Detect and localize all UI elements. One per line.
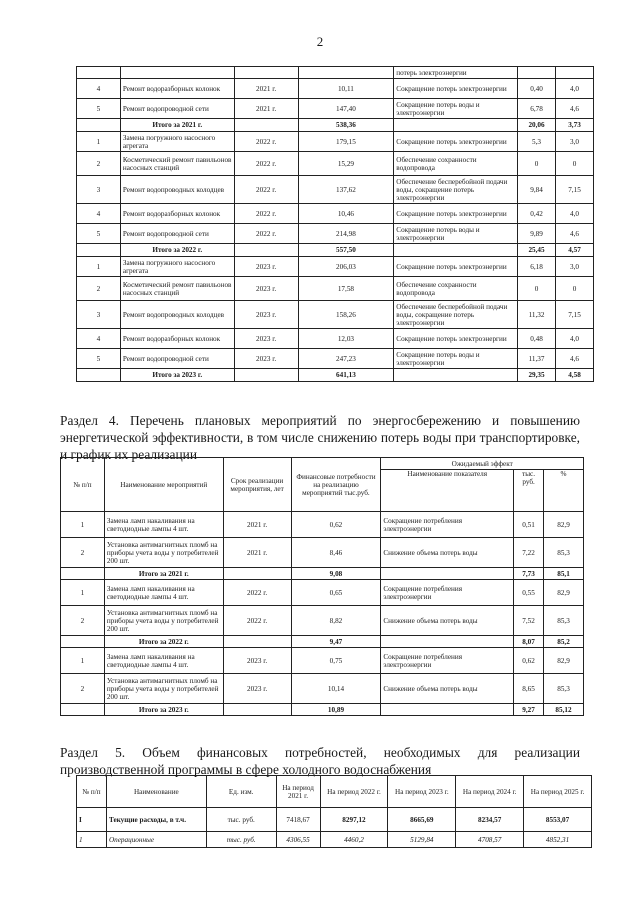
row-cost xyxy=(298,67,394,79)
row-pct: 3,73 xyxy=(556,119,594,132)
row-indicator xyxy=(381,636,514,648)
row-cost: 147,40 xyxy=(298,99,394,119)
row-name: Ремонт водоразборных колонок xyxy=(120,79,234,99)
row-period: 2023 г. xyxy=(234,349,298,369)
row-num: 4 xyxy=(77,79,121,99)
row-rub: 9,84 xyxy=(518,176,556,204)
row-indicator xyxy=(394,244,518,257)
row-cost: 206,03 xyxy=(298,257,394,277)
row-name: Текущие расходы, в т.ч. xyxy=(106,808,206,832)
page-number: 2 xyxy=(316,34,324,49)
row-indicator: Обеспечение сохранности водопровода xyxy=(394,152,518,176)
row-cost: 0,62 xyxy=(291,512,381,538)
row-num xyxy=(77,244,121,257)
row-name: Замена ламп накаливания на светодиодные лампы 4 шт. xyxy=(104,512,223,538)
row-pct: 4,6 xyxy=(556,224,594,244)
col-2023: На период 2023 г. xyxy=(388,776,456,808)
row-pct xyxy=(556,67,594,79)
row-cost: 0,75 xyxy=(291,648,381,674)
row-indicator: потерь электроэнергии xyxy=(394,67,518,79)
table-row xyxy=(77,808,592,832)
row-rub: 0,40 xyxy=(518,79,556,99)
row-rub: 8,07 xyxy=(514,636,544,648)
row-cost: 15,29 xyxy=(298,152,394,176)
row-unit: тыс. руб. xyxy=(206,808,276,832)
table-row xyxy=(77,152,594,176)
row-name xyxy=(120,67,234,79)
row-name: Итого за 2021 г. xyxy=(104,568,223,580)
row-indicator xyxy=(381,704,514,716)
cell-2024: 4708,57 xyxy=(456,832,524,848)
row-num: 5 xyxy=(77,224,121,244)
row-name: Ремонт водоразборных колонок xyxy=(120,204,234,224)
row-rub: 29,35 xyxy=(518,369,556,382)
row-rub: 0,51 xyxy=(514,512,544,538)
col-finance: Финансовые потребности на реализацию мероприятий тыс.руб. xyxy=(291,458,381,512)
row-name: Косметический ремонт павильонов насосных станций xyxy=(120,277,234,301)
row-name: Установка антимагнитных пломб на приборы учета воды у потребителей 200 шт. xyxy=(104,606,223,636)
row-rub: 0 xyxy=(518,152,556,176)
table-row xyxy=(77,832,592,848)
row-indicator: Сокращение потерь электроэнергии xyxy=(394,257,518,277)
row-rub: 0,55 xyxy=(514,580,544,606)
col-2025: На период 2025 г. xyxy=(524,776,592,808)
col-indicator: Наименование показателя xyxy=(381,470,514,512)
row-cost: 247,23 xyxy=(298,349,394,369)
row-cost: 10,11 xyxy=(298,79,394,99)
row-indicator: Сокращение потребления электроэнергии xyxy=(381,512,514,538)
row-cost: 641,13 xyxy=(298,369,394,382)
row-name: Ремонт водопроводной сети xyxy=(120,224,234,244)
row-num xyxy=(77,119,121,132)
row-indicator: Обеспечение бесперебойной подачи воды, сокращение потерь электроэнергии xyxy=(394,176,518,204)
row-cost: 10,14 xyxy=(291,674,381,704)
row-cost: 8,46 xyxy=(291,538,381,568)
col-unit: Ед. изм. xyxy=(206,776,276,808)
table-row xyxy=(77,132,594,152)
row-period xyxy=(234,119,298,132)
row-name: Операционные xyxy=(106,832,206,848)
table-row xyxy=(77,277,594,301)
row-cost: 10,89 xyxy=(291,704,381,716)
row-num: 2 xyxy=(77,277,121,301)
col-num: № п/п xyxy=(61,458,105,512)
row-name: Ремонт водоразборных колонок xyxy=(120,329,234,349)
row-name: Итого за 2022 г. xyxy=(104,636,223,648)
row-pct: 7,15 xyxy=(556,301,594,329)
row-period: 2022 г. xyxy=(234,152,298,176)
row-pct: 85,12 xyxy=(544,704,584,716)
total-row xyxy=(77,119,594,132)
row-num: 1 xyxy=(77,832,107,848)
row-indicator: Снижение объема потерь воды xyxy=(381,538,514,568)
row-pct: 0 xyxy=(556,152,594,176)
section4-heading: Раздел 4. Перечень плановых мероприятий по энергосбережению и повышению энергетической эффективности, в том числе снижению потерь воды при транспортировке, и график их реализации xyxy=(60,413,580,462)
row-period: 2022 г. xyxy=(234,224,298,244)
row-name: Замена погружного насосного агрегата xyxy=(120,132,234,152)
row-period: 2021 г. xyxy=(234,99,298,119)
row-indicator xyxy=(394,369,518,382)
col-2024: На период 2024 г. xyxy=(456,776,524,808)
cell-2022: 8297,12 xyxy=(320,808,388,832)
section4-energy-saving-table xyxy=(60,457,584,716)
row-num: 2 xyxy=(77,152,121,176)
row-cost: 10,46 xyxy=(298,204,394,224)
row-cost: 214,98 xyxy=(298,224,394,244)
cell-2023: 5129,84 xyxy=(388,832,456,848)
col-pct: % xyxy=(544,470,584,512)
row-num: 4 xyxy=(77,329,121,349)
row-num xyxy=(77,67,121,79)
row-num: 5 xyxy=(77,349,121,369)
row-period: 2022 г. xyxy=(234,204,298,224)
row-rub: 0,62 xyxy=(514,648,544,674)
col-num: № п/п xyxy=(77,776,107,808)
row-num: 2 xyxy=(61,538,105,568)
row-period: 2021 г. xyxy=(234,79,298,99)
row-pct: 4,6 xyxy=(556,99,594,119)
row-num: 2 xyxy=(61,606,105,636)
row-indicator: Сокращение потерь электроэнергии xyxy=(394,329,518,349)
row-cost: 9,08 xyxy=(291,568,381,580)
row-indicator: Снижение объема потерь воды xyxy=(381,674,514,704)
row-indicator xyxy=(381,568,514,580)
total-row xyxy=(77,369,594,382)
row-indicator: Сокращение потребления электроэнергии xyxy=(381,648,514,674)
row-cost: 557,50 xyxy=(298,244,394,257)
table-row xyxy=(77,349,594,369)
row-period: 2023 г. xyxy=(234,301,298,329)
row-period xyxy=(234,67,298,79)
row-indicator: Сокращение потерь воды и электроэнергии xyxy=(394,99,518,119)
row-pct: 82,9 xyxy=(544,580,584,606)
row-pct: 0 xyxy=(556,277,594,301)
col-name: Наименование xyxy=(106,776,206,808)
row-period xyxy=(223,704,291,716)
row-pct: 3,0 xyxy=(556,132,594,152)
row-rub: 9,89 xyxy=(518,224,556,244)
row-num: 1 xyxy=(77,132,121,152)
row-num: 1 xyxy=(77,257,121,277)
col-2022: На период 2022 г. xyxy=(320,776,388,808)
row-indicator xyxy=(394,119,518,132)
section5-heading: Раздел 5. Объем финансовых потребностей, необходимых для реализации производственной программы в сфере холодного водоснабжения xyxy=(60,745,580,777)
row-rub: 20,06 xyxy=(518,119,556,132)
row-period: 2023 г. xyxy=(234,277,298,301)
row-rub: 6,78 xyxy=(518,99,556,119)
section3-measures-table xyxy=(76,66,594,382)
total-row xyxy=(77,244,594,257)
row-name: Ремонт водопроводной сети xyxy=(120,349,234,369)
row-period: 2022 г. xyxy=(223,580,291,606)
row-cost: 538,36 xyxy=(298,119,394,132)
row-cost: 158,26 xyxy=(298,301,394,329)
row-period: 2021 г. xyxy=(223,538,291,568)
table-row xyxy=(77,79,594,99)
cell-2025: 4852,31 xyxy=(524,832,592,848)
row-period: 2023 г. xyxy=(223,674,291,704)
row-name: Ремонт водопроводных колодцев xyxy=(120,301,234,329)
row-cost: 17,58 xyxy=(298,277,394,301)
row-rub: 9,27 xyxy=(514,704,544,716)
table-row xyxy=(77,204,594,224)
table-row xyxy=(61,674,584,704)
row-num: 4 xyxy=(77,204,121,224)
row-num: 1 xyxy=(61,648,105,674)
col-2021: На период 2021 г. xyxy=(276,776,320,808)
table-row xyxy=(77,67,594,79)
row-name: Итого за 2023 г. xyxy=(104,704,223,716)
row-name: Ремонт водопроводных колодцев xyxy=(120,176,234,204)
row-pct: 7,15 xyxy=(556,176,594,204)
row-name: Косметический ремонт павильонов насосных станций xyxy=(120,152,234,176)
row-rub: 11,37 xyxy=(518,349,556,369)
table-row xyxy=(77,99,594,119)
cell-2022: 4460,2 xyxy=(320,832,388,848)
row-num xyxy=(61,568,105,580)
row-pct: 82,9 xyxy=(544,512,584,538)
row-cost: 179,15 xyxy=(298,132,394,152)
table-row xyxy=(61,648,584,674)
row-indicator: Обеспечение бесперебойной подачи воды, сокращение потерь электроэнергии xyxy=(394,301,518,329)
col-expected-effect: Ожидаемый эффект xyxy=(381,458,584,470)
row-cost: 137,62 xyxy=(298,176,394,204)
row-name: Итого за 2023 г. xyxy=(120,369,234,382)
table-row xyxy=(77,329,594,349)
cell-2021: 7418,67 xyxy=(276,808,320,832)
row-pct: 4,0 xyxy=(556,204,594,224)
row-pct: 85,3 xyxy=(544,538,584,568)
table-row xyxy=(61,538,584,568)
section5-financial-needs-table xyxy=(76,775,592,848)
table-row xyxy=(77,224,594,244)
table-row xyxy=(61,512,584,538)
row-period xyxy=(234,244,298,257)
row-cost: 0,65 xyxy=(291,580,381,606)
row-unit: тыс. руб. xyxy=(206,832,276,848)
row-pct: 4,0 xyxy=(556,79,594,99)
row-rub: 5,3 xyxy=(518,132,556,152)
table-row xyxy=(77,301,594,329)
row-rub: 7,22 xyxy=(514,538,544,568)
row-num xyxy=(61,704,105,716)
row-rub xyxy=(518,67,556,79)
row-rub: 0 xyxy=(518,277,556,301)
row-cost: 12,03 xyxy=(298,329,394,349)
row-indicator: Сокращение потерь электроэнергии xyxy=(394,79,518,99)
cell-2025: 8553,07 xyxy=(524,808,592,832)
row-num: 5 xyxy=(77,99,121,119)
row-period xyxy=(223,568,291,580)
row-rub: 7,52 xyxy=(514,606,544,636)
row-indicator: Сокращение потерь электроэнергии xyxy=(394,204,518,224)
row-period xyxy=(234,369,298,382)
row-rub: 25,45 xyxy=(518,244,556,257)
row-period xyxy=(223,636,291,648)
row-period: 2023 г. xyxy=(234,329,298,349)
row-pct: 85,1 xyxy=(544,568,584,580)
row-pct: 82,9 xyxy=(544,648,584,674)
row-name: Установка антимагнитных пломб на приборы учета воды у потребителей 200 шт. xyxy=(104,538,223,568)
row-rub: 7,73 xyxy=(514,568,544,580)
col-measure-name: Наименование мероприятий xyxy=(104,458,223,512)
row-period: 2022 г. xyxy=(234,176,298,204)
row-cost: 8,82 xyxy=(291,606,381,636)
row-num: 1 xyxy=(61,580,105,606)
row-rub: 0,48 xyxy=(518,329,556,349)
row-num xyxy=(61,636,105,648)
table-row xyxy=(77,176,594,204)
row-name: Замена ламп накаливания на светодиодные лампы 4 шт. xyxy=(104,580,223,606)
row-num: 3 xyxy=(77,301,121,329)
row-name: Установка антимагнитных пломб на приборы учета воды у потребителей 200 шт. xyxy=(104,674,223,704)
total-row xyxy=(61,704,584,716)
total-row xyxy=(61,568,584,580)
row-pct: 85,3 xyxy=(544,674,584,704)
total-row xyxy=(61,636,584,648)
row-name: Замена погружного насосного агрегата xyxy=(120,257,234,277)
cell-2024: 8234,57 xyxy=(456,808,524,832)
row-period: 2021 г. xyxy=(223,512,291,538)
row-period: 2023 г. xyxy=(234,257,298,277)
row-indicator: Сокращение потерь воды и электроэнергии xyxy=(394,349,518,369)
table-row xyxy=(61,580,584,606)
row-rub: 8,65 xyxy=(514,674,544,704)
row-pct: 4,0 xyxy=(556,329,594,349)
row-cost: 9,47 xyxy=(291,636,381,648)
row-pct: 85,2 xyxy=(544,636,584,648)
row-rub: 0,42 xyxy=(518,204,556,224)
cell-2023: 8665,69 xyxy=(388,808,456,832)
row-pct: 85,3 xyxy=(544,606,584,636)
row-num: 3 xyxy=(77,176,121,204)
row-num: 2 xyxy=(61,674,105,704)
row-name: Ремонт водопроводной сети xyxy=(120,99,234,119)
row-num: I xyxy=(77,808,107,832)
row-num: 1 xyxy=(61,512,105,538)
table-row xyxy=(77,257,594,277)
row-name: Итого за 2022 г. xyxy=(120,244,234,257)
row-period: 2022 г. xyxy=(234,132,298,152)
row-period: 2022 г. xyxy=(223,606,291,636)
row-indicator: Сокращение потерь воды и электроэнергии xyxy=(394,224,518,244)
col-period: Срок реализации мероприятия, лет xyxy=(223,458,291,512)
row-period: 2023 г. xyxy=(223,648,291,674)
row-pct: 4,57 xyxy=(556,244,594,257)
row-indicator: Сокращение потерь электроэнергии xyxy=(394,132,518,152)
col-rub: тыс. руб. xyxy=(514,470,544,512)
row-pct: 4,58 xyxy=(556,369,594,382)
row-rub: 6,18 xyxy=(518,257,556,277)
row-indicator: Обеспечение сохранности водопровода xyxy=(394,277,518,301)
row-indicator: Сокращение потребления электроэнергии xyxy=(381,580,514,606)
row-name: Итого за 2021 г. xyxy=(120,119,234,132)
row-pct: 4,6 xyxy=(556,349,594,369)
row-rub: 11,32 xyxy=(518,301,556,329)
row-indicator: Снижение объема потерь воды xyxy=(381,606,514,636)
cell-2021: 4306,55 xyxy=(276,832,320,848)
row-num xyxy=(77,369,121,382)
row-pct: 3,0 xyxy=(556,257,594,277)
table-row xyxy=(61,606,584,636)
row-name: Замена ламп накаливания на светодиодные лампы 4 шт. xyxy=(104,648,223,674)
